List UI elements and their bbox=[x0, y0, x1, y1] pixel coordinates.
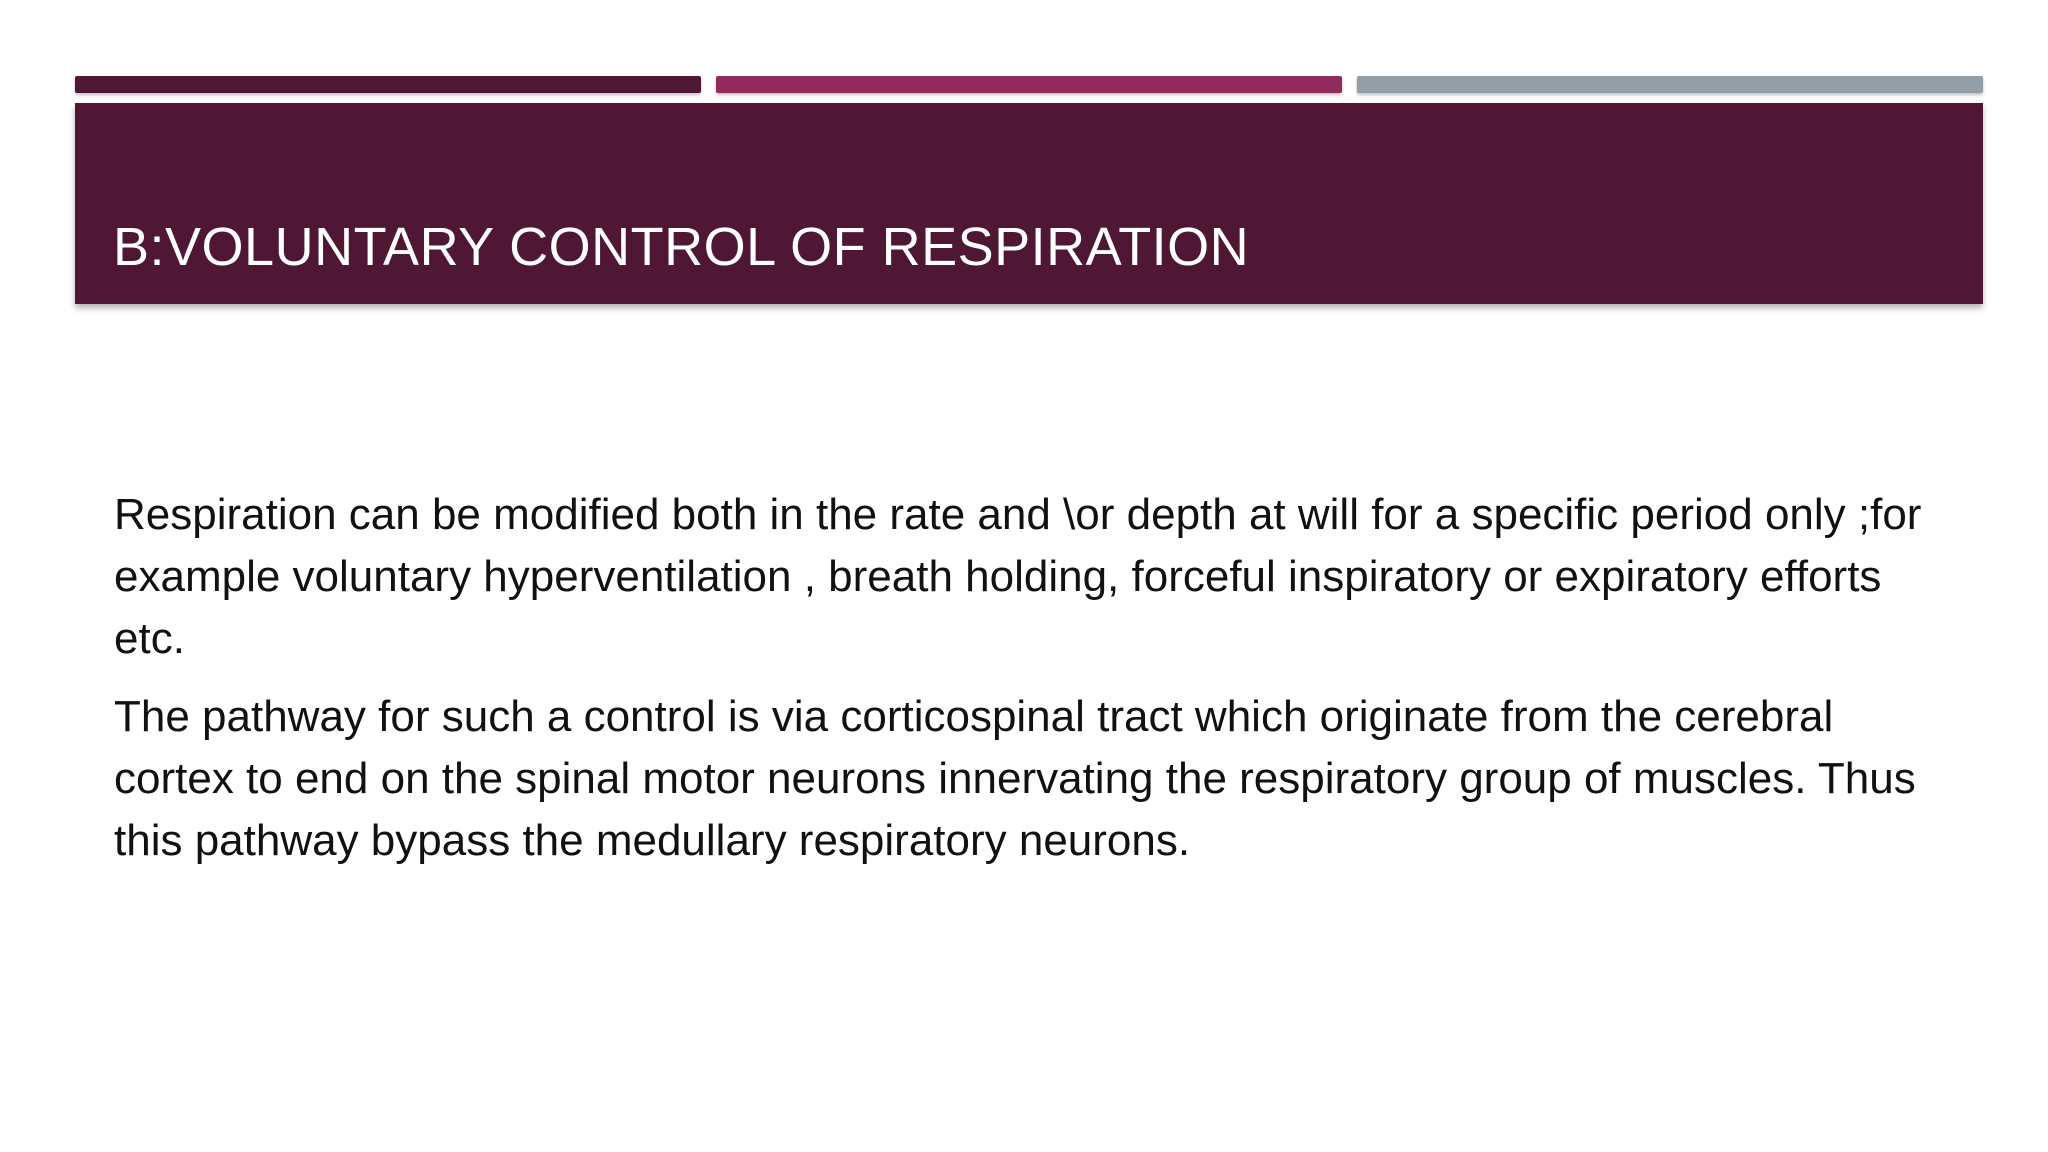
accent-bar-gray bbox=[1357, 76, 1983, 93]
accent-bar-magenta bbox=[716, 76, 1342, 93]
title-band bbox=[75, 103, 1983, 304]
accent-bar-dark bbox=[75, 76, 701, 93]
body-content bbox=[114, 484, 1934, 888]
slide-title: B:VOLUNTARY CONTROL OF RESPIRATION bbox=[113, 217, 1250, 277]
body-paragraph-2: The pathway for such a control is via corticospinal tract which originate from the cerebral cortex to end on the spinal motor neurons innervating the respiratory group of muscles. Thus this pathway bypass the medullary respiratory neurons. bbox=[114, 692, 1916, 865]
body-paragraph-1: Respiration can be modified both in the rate and \or depth at will for a specific period only ;for example voluntary hyperventilation , breath holding, forceful inspiratory or expiratory efforts etc. bbox=[114, 490, 1922, 663]
